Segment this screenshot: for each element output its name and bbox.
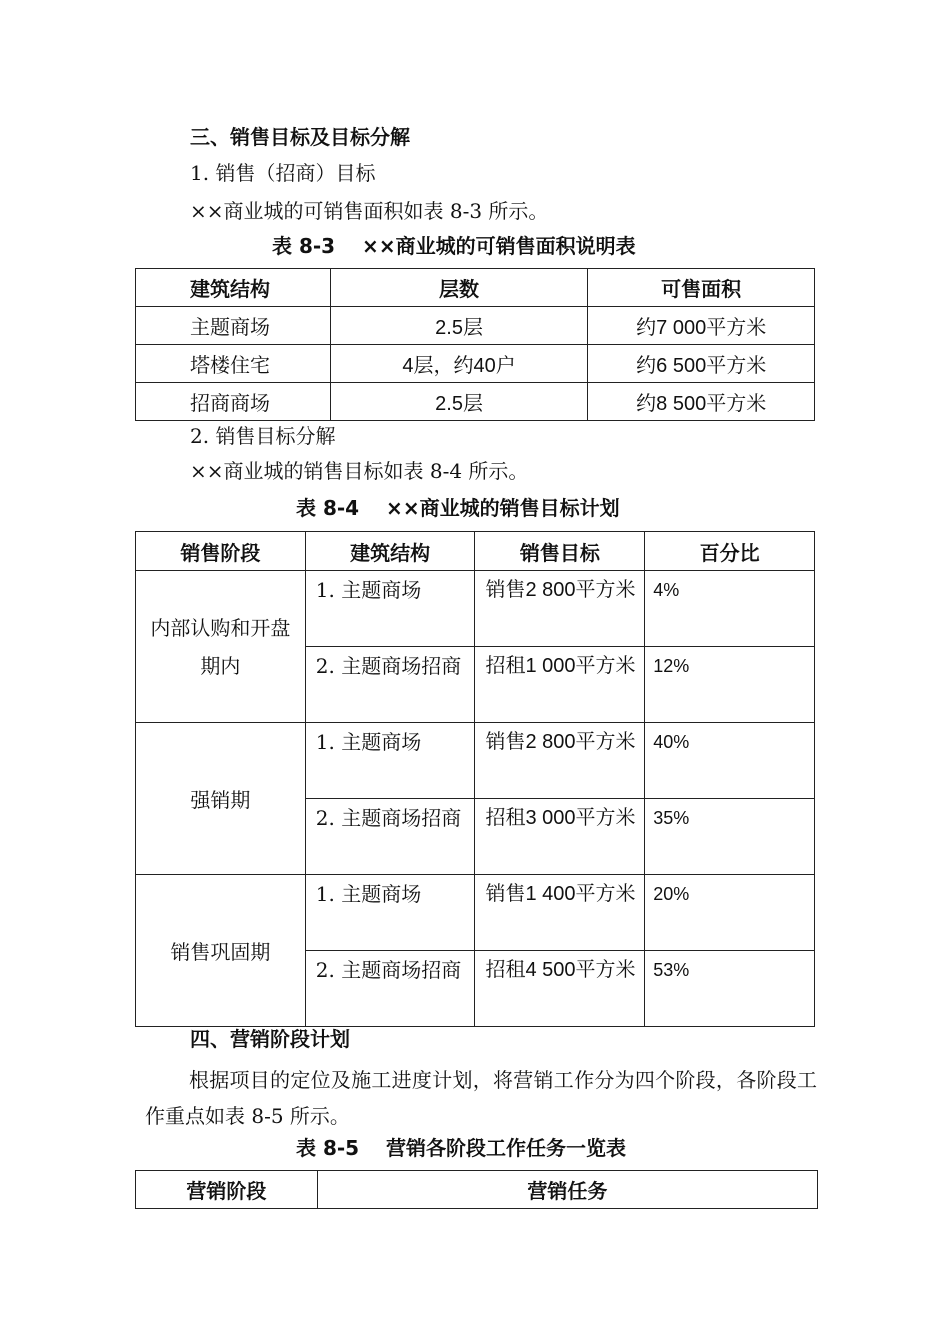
table-cell: 约6 500平方米 [588,345,815,383]
table-cell: 35% [645,799,815,875]
table-cell: 12% [645,647,815,723]
table3-header: 营销阶段 [136,1171,318,1209]
paragraph-1: ××商业城的可销售面积如表 8-3 所示。 [190,199,549,223]
stage-cell: 内部认购和开盘期内 [136,571,306,723]
table3-header: 营销任务 [317,1171,817,1209]
table2-header: 销售阶段 [136,532,306,571]
table-cell: 4层，约40户 [330,345,588,383]
table2-header: 销售目标 [475,532,645,571]
table3-header-row [136,1171,818,1209]
table3-caption: 表 8-5 营销各阶段工作任务一览表 [296,1136,627,1160]
section4-heading: 四、营销阶段计划 [190,1027,350,1051]
table1-caption: 表 8-3 ××商业城的可销售面积说明表 [272,234,636,258]
table1-header: 层数 [330,269,588,307]
table-cell: 销售1 400平方米 [475,875,645,951]
table2-header-row [136,532,815,571]
table-cell: 约7 000平方米 [588,307,815,345]
table-cell: 招商商场 [136,383,331,421]
paragraph-2: ××商业城的销售目标如表 8-4 所示。 [190,459,529,483]
table-row [136,345,815,383]
section3-heading: 三、销售目标及目标分解 [190,125,410,149]
table2-caption: 表 8-4 ××商业城的销售目标计划 [296,496,620,520]
table-cell: 1. 主题商场 [305,571,475,647]
subsection2-heading: 2. 销售目标分解 [190,424,336,448]
table-cell: 塔楼住宅 [136,345,331,383]
table-cell: 1. 主题商场 [305,723,475,799]
subsection1-heading: 1. 销售（招商）目标 [190,161,376,185]
table-row [136,383,815,421]
table-cell: 销售2 800平方米 [475,571,645,647]
table-cell: 2. 主题商场招商 [305,951,475,1027]
table1-header: 建筑结构 [136,269,331,307]
table-cell: 销售2 800平方米 [475,723,645,799]
table-cell: 40% [645,723,815,799]
table2-header: 建筑结构 [305,532,475,571]
table-cell: 2. 主题商场招商 [305,799,475,875]
table-cell: 1. 主题商场 [305,875,475,951]
table-cell: 主题商场 [136,307,331,345]
table-cell: 53% [645,951,815,1027]
table-cell: 2.5层 [330,383,588,421]
table-cell: 2.5层 [330,307,588,345]
table-8-5 [135,1170,818,1209]
stage-cell: 销售巩固期 [136,875,306,1027]
table-cell: 招租1 000平方米 [475,647,645,723]
stage-cell: 强销期 [136,723,306,875]
table-cell: 2. 主题商场招商 [305,647,475,723]
table-cell: 招租4 500平方米 [475,951,645,1027]
paragraph-3: 根据项目的定位及施工进度计划，将营销工作分为四个阶段，各阶段工作重点如表 8-5 所示。 [145,1068,817,1128]
table-row [136,723,815,799]
table1-header: 可售面积 [588,269,815,307]
table-8-4 [135,531,815,1027]
table-8-3 [135,268,815,421]
table-cell: 招租3 000平方米 [475,799,645,875]
table-cell: 约8 500平方米 [588,383,815,421]
table-cell: 20% [645,875,815,951]
table-row [136,875,815,951]
table-row [136,571,815,647]
table2-header: 百分比 [645,532,815,571]
table-row [136,307,815,345]
table1-header-row [136,269,815,307]
table-cell: 4% [645,571,815,647]
